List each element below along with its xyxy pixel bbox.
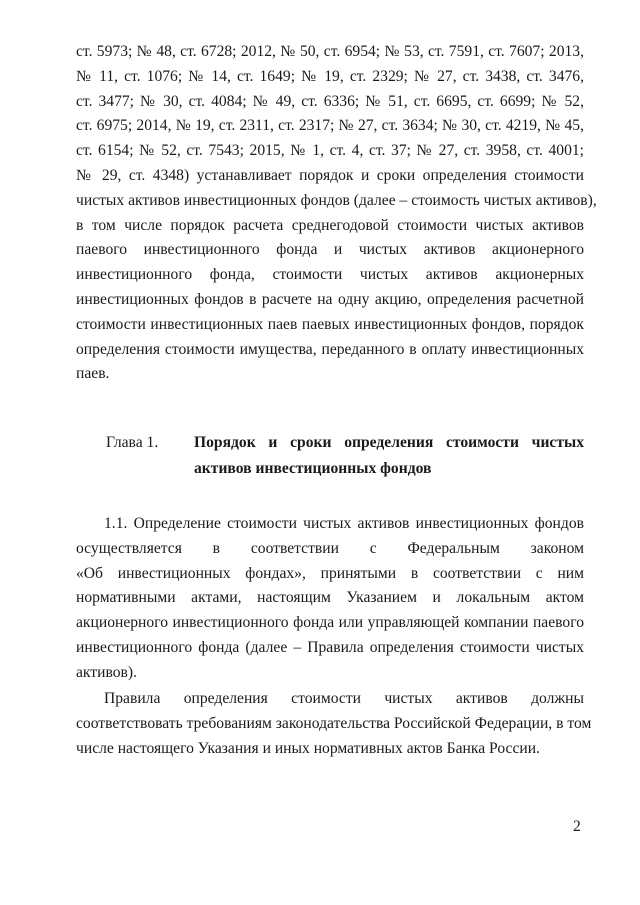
text-line: № 11, ст. 1076; № 14, ст. 1649; № 19, ст. 2329; № 27, ст. 3438, ст. 3476, bbox=[76, 67, 584, 85]
text-line: числе настоящего Указания и иных нормативных актов Банка России. bbox=[76, 739, 540, 757]
text-line: ст. 5973; № 48, ст. 6728; 2012, № 50, ст. 6954; № 53, ст. 7591, ст. 7607; 2013, bbox=[76, 43, 584, 60]
text-line: инвестиционного фонда (далее – Правила определения стоимости чистых bbox=[76, 638, 584, 656]
text-line: паевого инвестиционного фонда и чистых активов акционерного bbox=[76, 241, 584, 259]
chapter-title bbox=[194, 430, 584, 482]
chapter-label: Глава 1. bbox=[106, 434, 159, 451]
text-line: определения стоимости имущества, переданного в оплату инвестиционных bbox=[76, 340, 584, 358]
chapter-heading bbox=[106, 430, 584, 486]
text-line: инвестиционных фондов в расчете на одну акцию, определения расчетной bbox=[76, 290, 584, 308]
text-line: осуществляется в соответствии с Федеральным законом bbox=[76, 539, 584, 557]
text-line: ст. 3477; № 30, ст. 4084; № 49, ст. 6336; № 51, ст. 6695, ст. 6699; № 52, bbox=[76, 92, 584, 110]
text-line: инвестиционного фонда, стоимости чистых активов акционерных bbox=[76, 266, 584, 284]
text-line: в том числе порядок расчета среднегодовой стоимости чистых активов bbox=[76, 216, 584, 234]
text-line: активов). bbox=[76, 663, 137, 681]
text-line: Правила определения стоимости чистых активов должны bbox=[104, 690, 584, 707]
rules-paragraph bbox=[76, 687, 592, 761]
text-line: соответствовать требованиям законодательства Российской Федерации, в том bbox=[76, 714, 592, 732]
chapter-title-line: Порядок и сроки определения стоимости чистых bbox=[194, 434, 584, 451]
text-line: № 29, ст. 4348) устанавливает порядок и сроки определения стоимости bbox=[76, 166, 584, 184]
text-line: 1.1. Определение стоимости чистых активов инвестиционных фондов bbox=[104, 515, 584, 532]
text-line: чистых активов инвестиционных фондов (далее – стоимость чистых активов), bbox=[76, 191, 597, 209]
text-line: стоимости инвестиционных паев паевых инвестиционных фондов, порядок bbox=[76, 315, 584, 333]
section-1-1-paragraph bbox=[76, 512, 584, 686]
text-line: нормативными актами, настоящим Указанием и локальным актом bbox=[76, 589, 584, 607]
chapter-title-line: активов инвестиционных фондов bbox=[194, 460, 432, 477]
intro-paragraph bbox=[76, 40, 597, 387]
text-line: ст. 6975; 2014, № 19, ст. 2311, ст. 2317; № 27, ст. 3634; № 30, ст. 4219, № 45, bbox=[76, 117, 584, 135]
text-line: ст. 6154; № 52, ст. 7543; 2015, № 1, ст. 4, ст. 37; № 27, ст. 3958, ст. 4001; bbox=[76, 142, 584, 160]
text-line: паев. bbox=[76, 365, 110, 383]
text-line: акционерного инвестиционного фонда или управляющей компании паевого bbox=[76, 614, 584, 632]
page-number: 2 bbox=[573, 818, 581, 835]
text-line: «Об инвестиционных фондах», принятыми в соответствии с ним bbox=[76, 564, 584, 582]
